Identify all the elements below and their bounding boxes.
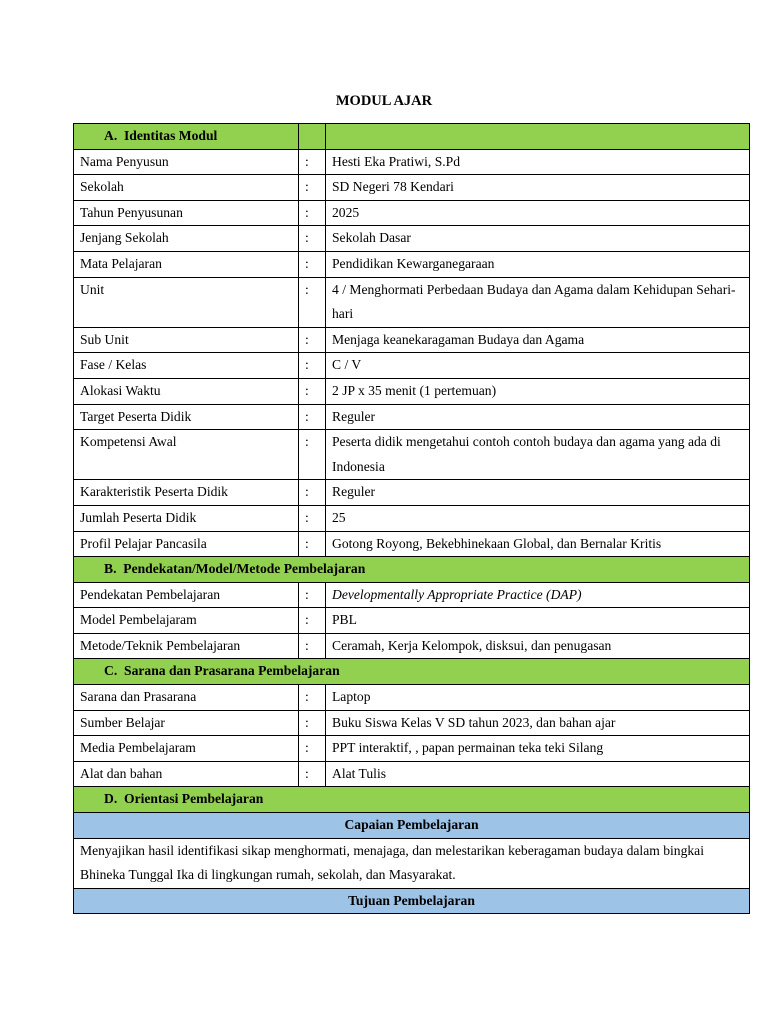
tujuan-title: Tujuan Pembelajaran [74, 888, 750, 914]
row-colon: : [299, 277, 326, 327]
row-value: PPT interaktif, , papan permainan teka teki Silang [326, 736, 750, 762]
row-colon: : [299, 633, 326, 659]
row-colon: : [299, 761, 326, 787]
section-a-header [74, 124, 750, 150]
row-value: Hesti Eka Pratiwi, S.Pd [326, 149, 750, 175]
row-label: Alokasi Waktu [74, 378, 299, 404]
table-row [74, 710, 750, 736]
row-value: Sekolah Dasar [326, 226, 750, 252]
table-row [74, 608, 750, 634]
row-colon: : [299, 608, 326, 634]
row-value: 25 [326, 505, 750, 531]
row-colon: : [299, 710, 326, 736]
row-label: Sumber Belajar [74, 710, 299, 736]
row-colon: : [299, 430, 326, 480]
row-value: 2025 [326, 200, 750, 226]
row-colon: : [299, 251, 326, 277]
row-label: Karakteristik Peserta Didik [74, 480, 299, 506]
row-value: Reguler [326, 404, 750, 430]
section-a-title: A. Identitas Modul [74, 124, 299, 150]
row-label: Sarana dan Prasarana [74, 685, 299, 711]
section-b-header [74, 557, 750, 583]
row-colon: : [299, 582, 326, 608]
row-label: Jenjang Sekolah [74, 226, 299, 252]
section-b-title: B. Pendekatan/Model/Metode Pembelajaran [74, 557, 750, 583]
row-colon: : [299, 531, 326, 557]
table-row [74, 505, 750, 531]
table-row [74, 430, 750, 480]
table-row [74, 761, 750, 787]
row-value [326, 582, 750, 608]
row-value: 4 / Menghormati Perbedaan Budaya dan Agama dalam Kehidupan Sehari-hari [326, 277, 750, 327]
row-value: Pendidikan Kewarganegaraan [326, 251, 750, 277]
table-row [74, 736, 750, 762]
row-colon: : [299, 327, 326, 353]
row-value: Alat Tulis [326, 761, 750, 787]
row-label: Model Pembelajaram [74, 608, 299, 634]
row-label: Pendekatan Pembelajaran [74, 582, 299, 608]
table-row [74, 378, 750, 404]
row-label: Sekolah [74, 175, 299, 201]
capaian-row [74, 838, 750, 888]
row-value: Reguler [326, 480, 750, 506]
row-label: Kompetensi Awal [74, 430, 299, 480]
section-d-header [74, 787, 750, 813]
row-value: Menjaga keanekaragaman Budaya dan Agama [326, 327, 750, 353]
row-label: Jumlah Peserta Didik [74, 505, 299, 531]
approach-name: Developmentally Appropriate Practice (DAP) [332, 586, 582, 602]
row-colon: : [299, 480, 326, 506]
row-value: SD Negeri 78 Kendari [326, 175, 750, 201]
row-value: 2 JP x 35 menit (1 pertemuan) [326, 378, 750, 404]
capaian-text: Menyajikan hasil identifikasi sikap menghormati, menajaga, dan melestarikan keberagaman budaya dalam bingkai Bhineka Tunggal Ika di lingkungan rumah, sekolah, dan Masyarakat. [74, 838, 750, 888]
row-value: Buku Siswa Kelas V SD tahun 2023, dan bahan ajar [326, 710, 750, 736]
document-title: MODUL AJAR [335, 93, 433, 109]
row-label: Unit [74, 277, 299, 327]
table-row [74, 685, 750, 711]
row-value: Laptop [326, 685, 750, 711]
row-colon: : [299, 149, 326, 175]
section-c-title: C. Sarana dan Prasarana Pembelajaran [74, 659, 750, 685]
row-colon: : [299, 736, 326, 762]
table-row [74, 327, 750, 353]
row-colon: : [299, 505, 326, 531]
section-c-header [74, 659, 750, 685]
row-colon: : [299, 404, 326, 430]
row-label: Sub Unit [74, 327, 299, 353]
modul-table [73, 123, 750, 914]
row-value: C / V [326, 353, 750, 379]
row-value: Gotong Royong, Bekebhinekaan Global, dan Bernalar Kritis [326, 531, 750, 557]
table-row [74, 353, 750, 379]
row-colon: : [299, 353, 326, 379]
row-label: Metode/Teknik Pembelajaran [74, 633, 299, 659]
table-row [74, 404, 750, 430]
row-colon: : [299, 378, 326, 404]
row-label: Target Peserta Didik [74, 404, 299, 430]
row-label: Tahun Penyusunan [74, 200, 299, 226]
row-label: Mata Pelajaran [74, 251, 299, 277]
table-row [74, 251, 750, 277]
row-colon: : [299, 685, 326, 711]
capaian-title: Capaian Pembelajaran [74, 813, 750, 839]
capaian-header [74, 813, 750, 839]
table-row [74, 480, 750, 506]
row-label: Fase / Kelas [74, 353, 299, 379]
row-colon: : [299, 175, 326, 201]
row-label: Profil Pelajar Pancasila [74, 531, 299, 557]
row-value: Ceramah, Kerja Kelompok, disksui, dan penugasan [326, 633, 750, 659]
table-row [74, 200, 750, 226]
row-label: Nama Penyusun [74, 149, 299, 175]
table-row [74, 633, 750, 659]
table-row [74, 277, 750, 327]
row-label: Alat dan bahan [74, 761, 299, 787]
row-value: Peserta didik mengetahui contoh contoh budaya dan agama yang ada di Indonesia [326, 430, 750, 480]
tujuan-header [74, 888, 750, 914]
row-colon: : [299, 200, 326, 226]
table-row [74, 226, 750, 252]
row-label: Media Pembelajaram [74, 736, 299, 762]
table-row [74, 582, 750, 608]
table-row [74, 149, 750, 175]
section-d-title: D. Orientasi Pembelajaran [74, 787, 750, 813]
table-row [74, 531, 750, 557]
table-row [74, 175, 750, 201]
row-value: PBL [326, 608, 750, 634]
row-colon: : [299, 226, 326, 252]
